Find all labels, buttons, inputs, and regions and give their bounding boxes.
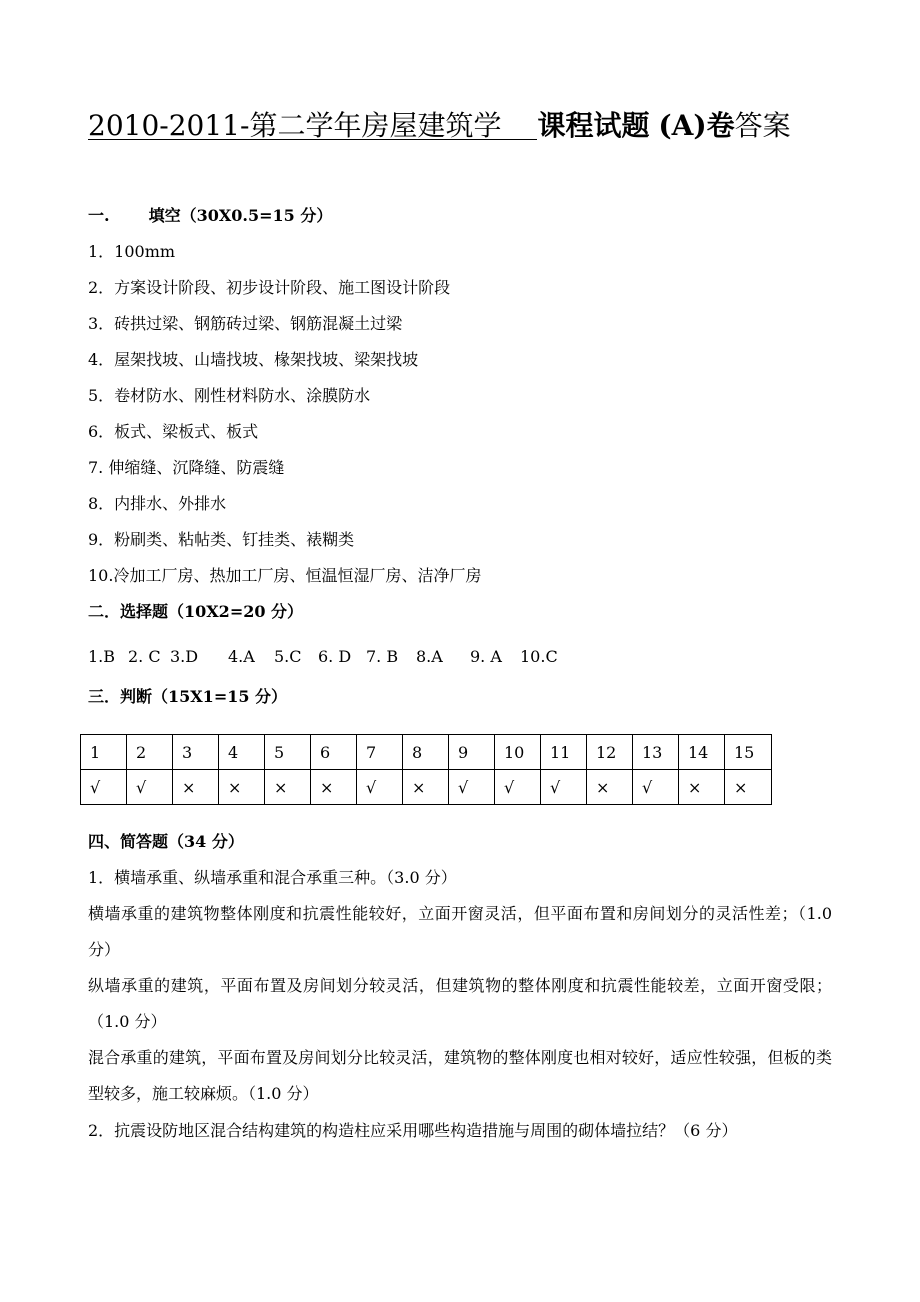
judgment-mark: ×	[311, 770, 357, 805]
judgment-number: 14	[679, 735, 725, 770]
short-answer-q1: 1．横墙承重、纵墙承重和混合承重三种。（3.0 分）	[88, 868, 457, 887]
short-answer-p1: 横墙承重的建筑物整体刚度和抗震性能较好，立面开窗灵活，但平面布置和房间划分的灵活性差；（1.0 分）	[88, 904, 832, 959]
choice-answer: 7. B	[366, 647, 399, 666]
judgment-mark: ×	[403, 770, 449, 805]
judgment-mark: √	[541, 770, 587, 805]
choice-answer: 10.C	[520, 647, 558, 666]
choice-answer: 8.A	[416, 647, 443, 666]
judgment-number-row	[81, 735, 772, 770]
judgment-number: 7	[357, 735, 403, 770]
judgment-number: 12	[587, 735, 633, 770]
fill-answer-6: 6．板式、梁板式、板式	[88, 422, 259, 441]
judgment-mark-row	[81, 770, 772, 805]
judgment-mark: ×	[679, 770, 725, 805]
judgment-number: 9	[449, 735, 495, 770]
choice-answer: 3.D	[170, 647, 199, 666]
fill-answer-5: 5．卷材防水、刚性材料防水、涂膜防水	[88, 386, 371, 405]
fill-answer-4: 4．屋架找坡、山墙找坡、椽架找坡、梁架找坡	[88, 350, 419, 369]
section1-heading: 一. 填空（30X0.5=15 分）	[88, 206, 333, 225]
judgment-number: 11	[541, 735, 587, 770]
judgment-mark: √	[81, 770, 127, 805]
judgment-mark: √	[449, 770, 495, 805]
title-exam-label: 课程试题	[537, 109, 650, 142]
fill-answer-3: 3．砖拱过梁、钢筋砖过梁、钢筋混凝土过梁	[88, 314, 403, 333]
judgment-mark: ×	[265, 770, 311, 805]
fill-answer-9: 9．粉刷类、粘帖类、钉挂类、裱糊类	[88, 530, 355, 549]
choice-answers	[88, 646, 558, 668]
title-paper-variant: (A)卷	[658, 109, 735, 142]
section3-heading: 三．判断（15X1=15 分）	[88, 687, 288, 706]
judgment-number: 2	[127, 735, 173, 770]
judgment-mark: ×	[725, 770, 772, 805]
choice-answer: 1.B	[88, 647, 116, 666]
judgment-mark: √	[357, 770, 403, 805]
fill-answer-10: 10.冷加工厂房、热加工厂房、恒温恒湿厂房、洁净厂房	[88, 566, 482, 585]
title-answer-label: 答案	[734, 109, 791, 142]
short-answer-q2: 2．抗震设防地区混合结构建筑的构造柱应采用哪些构造措施与周围的砌体墙拉结？（6 分）	[88, 1121, 738, 1140]
judgment-number: 15	[725, 735, 772, 770]
choice-answer: 5.C	[274, 647, 302, 666]
choice-answer: 6. D	[318, 647, 352, 666]
page-title	[88, 106, 791, 146]
judgment-mark: ×	[587, 770, 633, 805]
judgment-mark: ×	[219, 770, 265, 805]
short-answer-p2: 纵墙承重的建筑，平面布置及房间划分较灵活，但建筑物的整体刚度和抗震性能较差，立面开窗受限；（1.0 分）	[88, 976, 832, 1031]
title-underline-blank	[501, 109, 537, 140]
choice-answer: 9. A	[470, 647, 502, 666]
judgment-number: 8	[403, 735, 449, 770]
judgment-mark: √	[633, 770, 679, 805]
judgment-number: 10	[495, 735, 541, 770]
short-answer-p3: 混合承重的建筑，平面布置及房间划分比较灵活，建筑物的整体刚度也相对较好，适应性较强，但板的类型较多，施工较麻烦。（1.0 分）	[88, 1048, 832, 1103]
fill-answer-1: 1．100mm	[88, 242, 176, 261]
judgment-number: 3	[173, 735, 219, 770]
section4-heading: 四、简答题（34 分）	[88, 832, 244, 851]
judgment-number: 5	[265, 735, 311, 770]
title-course-year: 2010-2011-第二学年房屋建筑学	[88, 109, 502, 142]
judgment-mark: √	[495, 770, 541, 805]
judgment-mark: √	[127, 770, 173, 805]
fill-answer-2: 2．方案设计阶段、初步设计阶段、施工图设计阶段	[88, 278, 451, 297]
fill-answer-8: 8．内排水、外排水	[88, 494, 227, 513]
section2-heading: 二．选择题（10X2=20 分）	[88, 602, 304, 621]
judgment-mark: ×	[173, 770, 219, 805]
judgment-table	[80, 734, 772, 805]
judgment-number: 6	[311, 735, 357, 770]
judgment-number: 4	[219, 735, 265, 770]
fill-answer-7: 7. 伸缩缝、沉降缝、防震缝	[88, 458, 285, 477]
judgment-number: 13	[633, 735, 679, 770]
choice-answer: 2. C	[128, 647, 161, 666]
judgment-number: 1	[81, 735, 127, 770]
choice-answer: 4.A	[228, 647, 255, 666]
